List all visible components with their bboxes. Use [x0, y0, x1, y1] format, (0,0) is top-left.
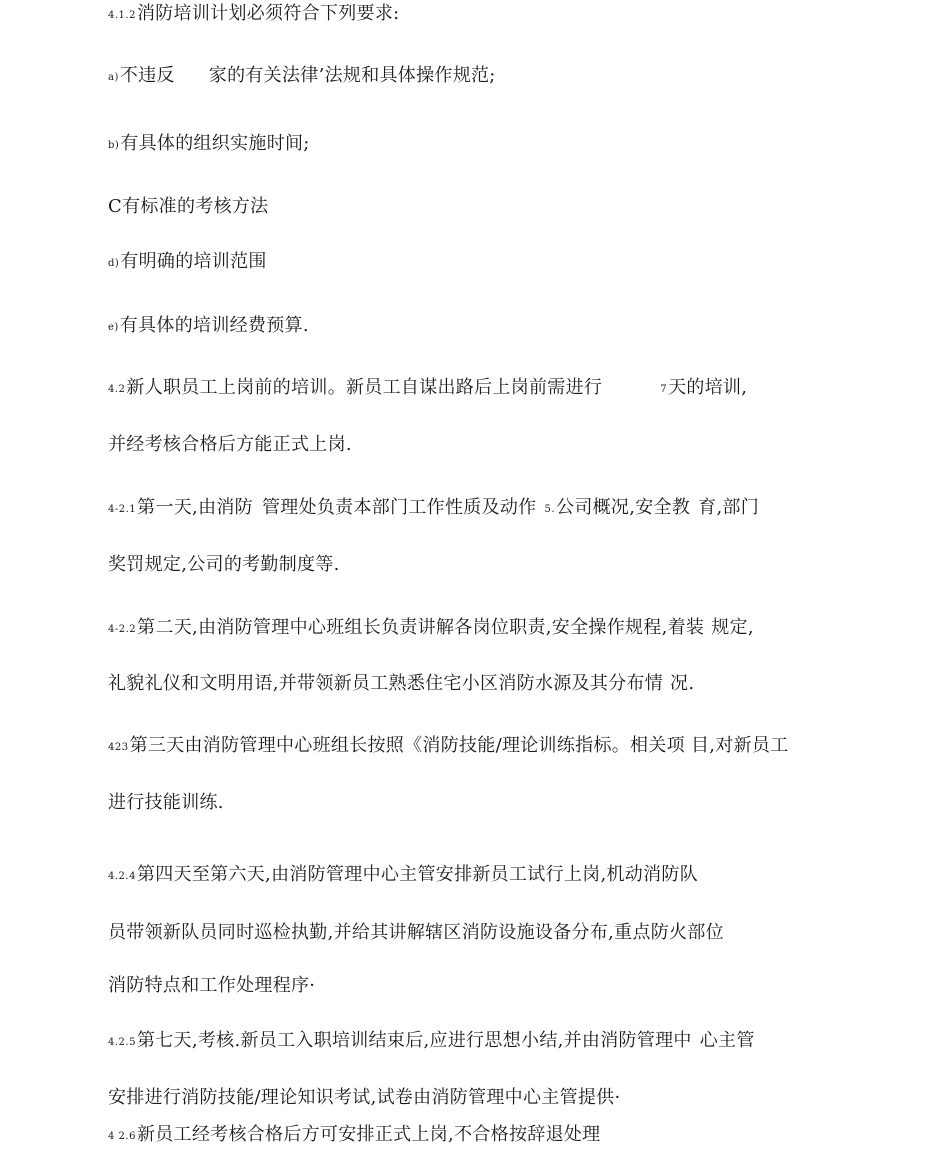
clause-4-2-1 — [108, 497, 759, 521]
clause-text: 第四天至第六天,由消防管理中心主管安排新员工试行上岗,机动消防队 — [136, 864, 698, 885]
clause-4-2-5 — [108, 1030, 755, 1054]
clause-text: 消防特点和工作处理程序· — [108, 975, 316, 996]
clause-text-cont: 天的培训, — [668, 377, 748, 398]
clause-text: 奖罚规定,公司的考勤制度等. — [108, 554, 340, 575]
inline-number: 5. — [544, 504, 556, 515]
clause-number: 4.1.2 — [108, 10, 136, 21]
clause-text-b: 心主管 — [699, 1030, 755, 1051]
clause-number: 4-2.2 — [108, 624, 137, 635]
clause-text: 新人职员工上岗前的培训。新员工自谋出路后上岗前需进行 — [126, 377, 603, 398]
clause-text-d: 育,部门 — [698, 497, 760, 518]
requirement-c — [108, 196, 268, 218]
clause-text-b: 规定, — [711, 617, 754, 638]
clause-text: 第二天,由消防管理中心班组长负责讲解各岗位职责,安全操作规程,着装 — [137, 617, 705, 638]
item-marker: e) — [108, 322, 119, 333]
clause-number: 4.2.4 — [108, 871, 136, 882]
clause-4-2-4 — [108, 864, 698, 888]
clause-text-c: 公司概况,安全教 — [556, 497, 691, 518]
clause-text: 安排进行消防技能/理论知识考试,试卷由消防管理中心主管提供· — [108, 1087, 621, 1108]
clause-text: 第七天,考核.新员工入职培训结束后,应进行思想小结,并由消防管理中 — [136, 1030, 692, 1051]
clause-4-2-5-cont — [108, 1087, 621, 1109]
requirement-b — [108, 133, 310, 157]
clause-text: 进行技能训练. — [108, 792, 224, 813]
item-text: 有具体的培训经费预算. — [119, 315, 309, 336]
requirement-e — [108, 315, 309, 339]
item-text: 有具体的组织实施时间; — [120, 133, 310, 154]
item-marker: d) — [108, 258, 120, 269]
clause-text: 消防培训计划必须符合下列要求: — [136, 3, 400, 24]
clause-text: 员带领新队员同时巡检执勤,并给其讲解辖区消防设施设备分布,重点防火部位 — [108, 922, 724, 943]
clause-text: 新员工经考核合格后方可安排正式上岗,不合格按辞退处理 — [136, 1124, 601, 1145]
day-count: 7 — [660, 384, 668, 395]
clause-4-2-2-cont — [108, 673, 694, 695]
clause-4-2-1-cont — [108, 554, 340, 576]
clause-4-2 — [108, 377, 747, 401]
item-text-cont: 家的有关法律’法规和具体操作规范; — [208, 65, 496, 86]
clause-4-2-3-cont — [108, 792, 224, 814]
clause-number: 4-2.1 — [108, 504, 137, 515]
clause-4-2-6 — [108, 1124, 600, 1148]
clause-text: 第三天由消防管理中心班组长按照《消防技能/理论训练指标。相关项 — [129, 735, 685, 756]
clause-number: 4.2.5 — [108, 1037, 136, 1048]
clause-4-2-2 — [108, 617, 754, 641]
item-text: 有明确的培训范围 — [120, 251, 267, 272]
clause-text: 第一天,由消防 — [137, 497, 253, 518]
clause-text-b: 管理处负责本部门工作性质及动作 — [261, 497, 537, 518]
clause-number: 4 2.6 — [108, 1131, 136, 1142]
clause-4-2-3 — [108, 735, 789, 759]
clause-4-2-4-cont — [108, 922, 724, 944]
clause-number: 423 — [108, 742, 129, 753]
requirement-d — [108, 251, 267, 275]
clause-4-1-2 — [108, 3, 400, 27]
clause-4-2-cont — [108, 434, 352, 456]
item-marker: a) — [108, 72, 119, 83]
clause-text-b: 目,对新员工 — [690, 735, 789, 756]
clause-number: 4.2 — [108, 384, 126, 395]
requirement-a — [108, 65, 496, 89]
clause-text: 并经考核合格后方能正式上岗. — [108, 434, 352, 455]
clause-text: 礼貌礼仪和文明用语,并带领新员工熟悉住宅小区消防水源及其分布情 — [108, 673, 664, 694]
item-text: 不违反 — [119, 65, 175, 86]
clause-4-2-4-cont-2 — [108, 975, 315, 997]
clause-text-b: 况. — [670, 673, 695, 694]
item-marker: b) — [108, 140, 120, 151]
item-text: C有标准的考核方法 — [108, 196, 269, 217]
